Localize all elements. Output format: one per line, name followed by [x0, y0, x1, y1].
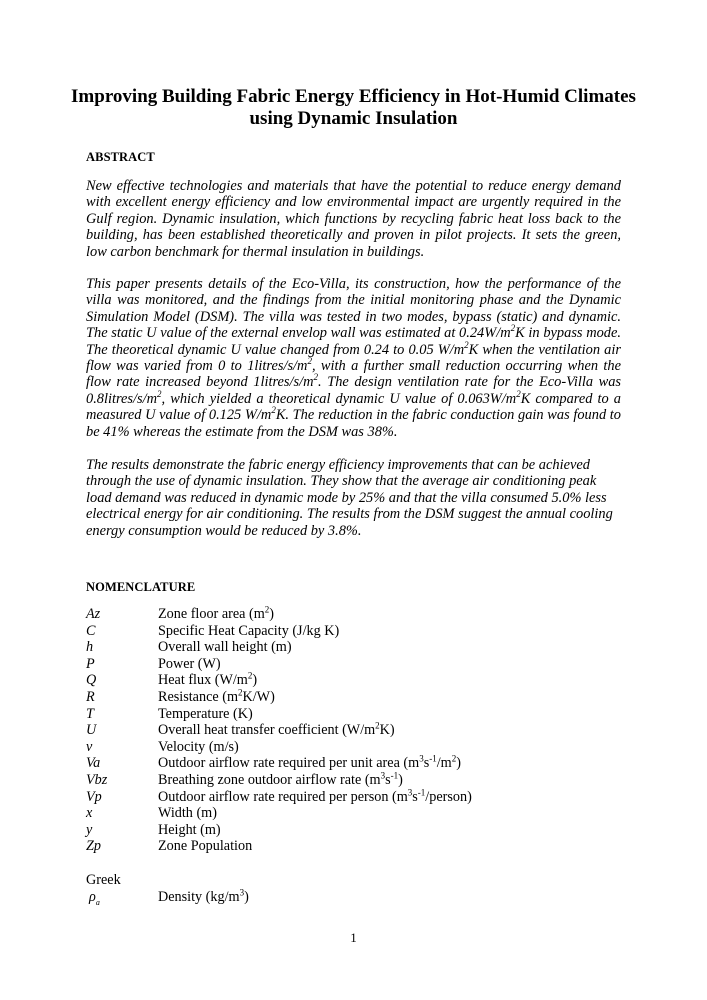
nomenclature-item — [86, 805, 472, 822]
nomenclature-item — [86, 656, 472, 673]
nomenclature-description: Specific Heat Capacity (J/kg K) — [158, 622, 340, 639]
nomenclature-item — [86, 639, 472, 656]
nomenclature-item — [86, 623, 472, 640]
nomenclature-description: Zone floor area $(m^2)$ — [158, 604, 274, 622]
nomenclature-description: Power (W) — [158, 655, 221, 672]
nomenclature-item — [86, 755, 472, 772]
nomenclature-item-greek — [86, 889, 249, 911]
nomenclature-item — [86, 822, 472, 839]
nomenclature-symbol: x — [86, 805, 93, 822]
nomenclature-symbol: U — [86, 722, 97, 739]
nomenclature-description: Overall wall height (m) — [158, 639, 292, 656]
nomenclature-description: Velocity (m/s) — [158, 738, 239, 755]
abstract-heading: ABSTRACT — [86, 150, 155, 164]
nomenclature-description: Width (m) — [158, 805, 217, 822]
nomenclature-item — [86, 786, 472, 806]
nomenclature-description: Outdoor airflow rate required per person $(m^3s^{-1}/person)$ — [158, 786, 472, 805]
nomenclature-item — [86, 606, 472, 623]
nomenclature-heading: NOMENCLATURE — [86, 580, 196, 594]
nomenclature-symbol: Zp — [86, 838, 101, 855]
nomenclature-symbol: Va — [86, 755, 101, 772]
nomenclature-symbol: v — [86, 738, 93, 755]
abstract-paragraph-3: The results demonstrate the fabric energy efficiency improvements that can be achieved through the use of dynamic insulation. They show that the average air conditioning peak load demand was reduced in dynamic mode by 25% and that the villa consumed 5.0% less electrical energy for air conditioning. The results from the DSM suggest the annual cooling energy consumption would be reduced by 3.8%. — [86, 457, 613, 539]
nomenclature-symbol: h — [86, 639, 94, 656]
abstract-paragraph-1: New effective technologies and materials that have the potential to reduce energy demand with excellent energy efficiency and low environmental impact are urgently required in the Gulf region. Dynamic insulation, which functions by recycling fabric heat loss back to the building, has been established theoretically and proven in pilot projects. It sets the green, low carbon benchmark for thermal insulation in buildings. — [86, 178, 621, 260]
nomenclature-symbol: Az — [86, 606, 101, 622]
nomenclature-symbol: C — [86, 622, 96, 639]
greek-label: Greek — [86, 872, 121, 888]
nomenclature-description: Temperature (K) — [158, 705, 253, 722]
nomenclature-description: Density $(kg/m^3)$ — [158, 887, 249, 905]
page-number: 1 — [350, 930, 357, 945]
nomenclature-item — [86, 722, 472, 739]
nomenclature-description: Outdoor airflow rate required per unit area $(m^3s^{-1}/m^2)$ — [158, 753, 461, 772]
nomenclature-item — [86, 706, 472, 723]
paper-title: Improving Building Fabric Energy Efficiency in Hot-Humid Climates using Dynamic Insulation — [71, 86, 636, 129]
nomenclature-symbol: Vp — [86, 788, 102, 805]
nomenclature-item — [86, 772, 472, 789]
nomenclature-description: Heat flux $(W/m^2)$ — [158, 670, 258, 689]
nomenclature-description: Zone Population — [158, 838, 253, 855]
nomenclature-symbol: $\rho_a$ — [89, 889, 100, 907]
nomenclature-item — [86, 838, 472, 855]
nomenclature-symbol: Q — [86, 672, 97, 689]
abstract-paragraph-2: This paper presents details of the Eco-Villa, its construction, how the performance of the villa was monitored, and the findings from the initial monitoring phase and the Dynamic Simulation Model (DSM). The villa was tested in two modes, bypass (static) and dynamic. The static U value of the external envelop wall was estimated at $0.24W/m^2K$ in bypass mode. The theoretical dynamic U value changed from 0.24 to 0.05 $W/m^2K$ when the ventilation air flow was varied from 0 to $1litres/s/m^2$, with a further small reduction occurring when the flow rate increased beyond $1litres/s/m^2$. The design ventilation rate for the Eco-Villa was $0.8litres/s/m^2$, which yielded a theoretical dynamic U value of $0.063W/m^2K$ compared to a measured U value of 0.125 $W/m^2K$. The reduction in the fabric conduction gain was found to be 41% whereas the estimate from the DSM was 38%. — [86, 276, 622, 440]
nomenclature-symbol: T — [86, 705, 94, 722]
nomenclature-list — [86, 606, 472, 855]
nomenclature-description: Resistance $(m^2K/W)$ — [158, 687, 275, 705]
nomenclature-description: Breathing zone outdoor airflow rate $(m^3s^{-1})$ — [158, 770, 403, 788]
nomenclature-symbol: Vbz — [86, 771, 108, 788]
nomenclature-symbol: R — [86, 688, 95, 705]
nomenclature-description: Overall heat transfer coefficient $(W/m^2K)$ — [158, 720, 395, 739]
nomenclature-description: Height (m) — [158, 821, 221, 838]
nomenclature-item — [86, 672, 472, 689]
nomenclature-item — [86, 739, 472, 756]
nomenclature-symbol: y — [86, 821, 93, 838]
nomenclature-symbol: P — [86, 655, 95, 672]
nomenclature-item — [86, 689, 472, 706]
